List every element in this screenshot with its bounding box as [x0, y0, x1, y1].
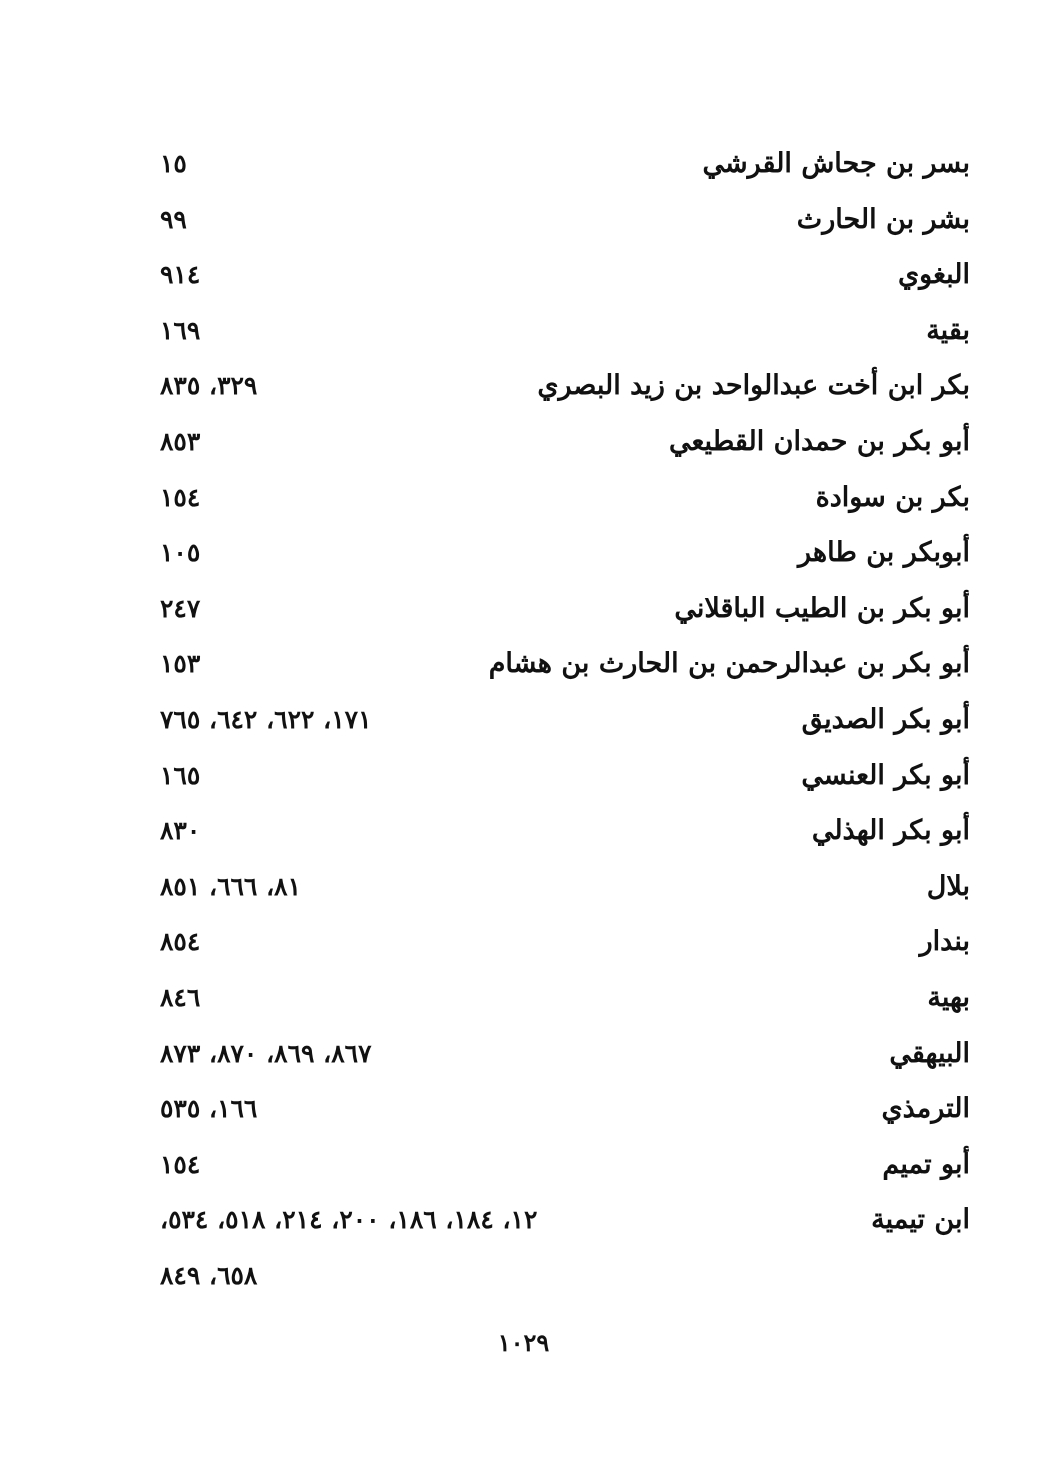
index-list — [160, 138, 970, 1305]
entry-pages: ٢٤٧ — [160, 593, 201, 623]
entry-name: ابن تيمية — [871, 1204, 970, 1236]
entry-name: أبو تميم — [882, 1148, 970, 1180]
entry-name: أبو بكر الهذلي — [811, 815, 970, 847]
index-row — [160, 638, 970, 694]
index-row — [160, 305, 970, 361]
entry-name: بشر بن الحارث — [796, 203, 970, 235]
index-row — [160, 472, 970, 528]
index-row — [160, 527, 970, 583]
index-row — [160, 1194, 970, 1250]
entry-pages: ١٧١، ٦٢٢، ٦٤٢، ٧٦٥ — [160, 704, 372, 734]
entry-name: بسر بن جحاش القرشي — [702, 148, 970, 179]
entry-name: بهية — [927, 981, 970, 1013]
entry-pages: ٨٦٧، ٨٦٩، ٨٧٠، ٨٧٣ — [160, 1038, 372, 1068]
entry-name: أبو بكر بن حمدان القطيعي — [669, 425, 970, 457]
index-row — [160, 416, 970, 472]
entry-pages: ٨٥٤ — [160, 927, 201, 957]
entry-pages: ٨٥٣ — [160, 426, 201, 456]
entry-name: بكر بن سوادة — [815, 481, 970, 513]
entry-pages: ١٦٦، ٥٣٥ — [160, 1094, 258, 1124]
entry-name: أبوبكر بن طاهر — [797, 537, 970, 569]
entry-pages: ٣٢٩، ٨٣٥ — [160, 371, 258, 401]
entry-pages: ١٦٥ — [160, 760, 201, 790]
index-row — [160, 694, 970, 750]
entry-pages: ٩٩ — [160, 204, 187, 234]
entry-pages: ٨٣٠ — [160, 816, 201, 846]
entry-pages: ٨٤٦ — [160, 982, 201, 1012]
entry-pages: ١٥٤ — [160, 1149, 201, 1179]
entry-name: بلال — [926, 870, 970, 902]
index-row — [160, 360, 970, 416]
entry-pages: ١٥ — [160, 149, 187, 178]
entry-name: أبو بكر بن الطيب الباقلاني — [674, 592, 970, 624]
entry-name: بكر ابن أخت عبدالواحد بن زيد البصري — [537, 370, 970, 402]
entry-name: أبو بكر العنسي — [801, 759, 970, 791]
entry-name: البغوي — [898, 259, 970, 291]
entry-pages: ٩١٤ — [160, 260, 201, 290]
page-number: ١٠٢٩ — [497, 1328, 550, 1357]
index-row — [160, 861, 970, 917]
index-row-continuation — [160, 1250, 970, 1306]
entry-name: بندار — [919, 926, 970, 958]
index-row — [160, 1139, 970, 1195]
index-row — [160, 249, 970, 305]
index-row — [160, 583, 970, 639]
entry-name: أبو بكر الصديق — [801, 703, 970, 735]
index-row — [160, 972, 970, 1028]
entry-name: بقية — [926, 314, 970, 346]
entry-name: البيهقي — [889, 1037, 970, 1069]
entry-pages: ١٢، ١٨٤، ١٨٦، ٢٠٠، ٢١٤، ٥١٨، ٥٣٤، — [160, 1205, 538, 1235]
entry-pages: ٦٥٨، ٨٤٩ — [160, 1260, 258, 1290]
entry-pages: ١٥٣ — [160, 649, 201, 679]
entry-pages: ١٦٩ — [160, 315, 201, 345]
index-row — [160, 750, 970, 806]
index-row — [160, 1083, 970, 1139]
entry-name: أبو بكر بن عبدالرحمن بن الحارث بن هشام — [488, 648, 970, 680]
index-row — [160, 916, 970, 972]
entry-pages: ١٥٤ — [160, 482, 201, 512]
index-row — [160, 805, 970, 861]
index-row — [160, 194, 970, 250]
entry-name: الترمذي — [881, 1093, 970, 1125]
index-row — [160, 1028, 970, 1084]
index-row — [160, 138, 970, 194]
entry-pages: ١٠٥ — [160, 538, 201, 568]
entry-pages: ٨١، ٦٦٦، ٨٥١ — [160, 871, 302, 901]
